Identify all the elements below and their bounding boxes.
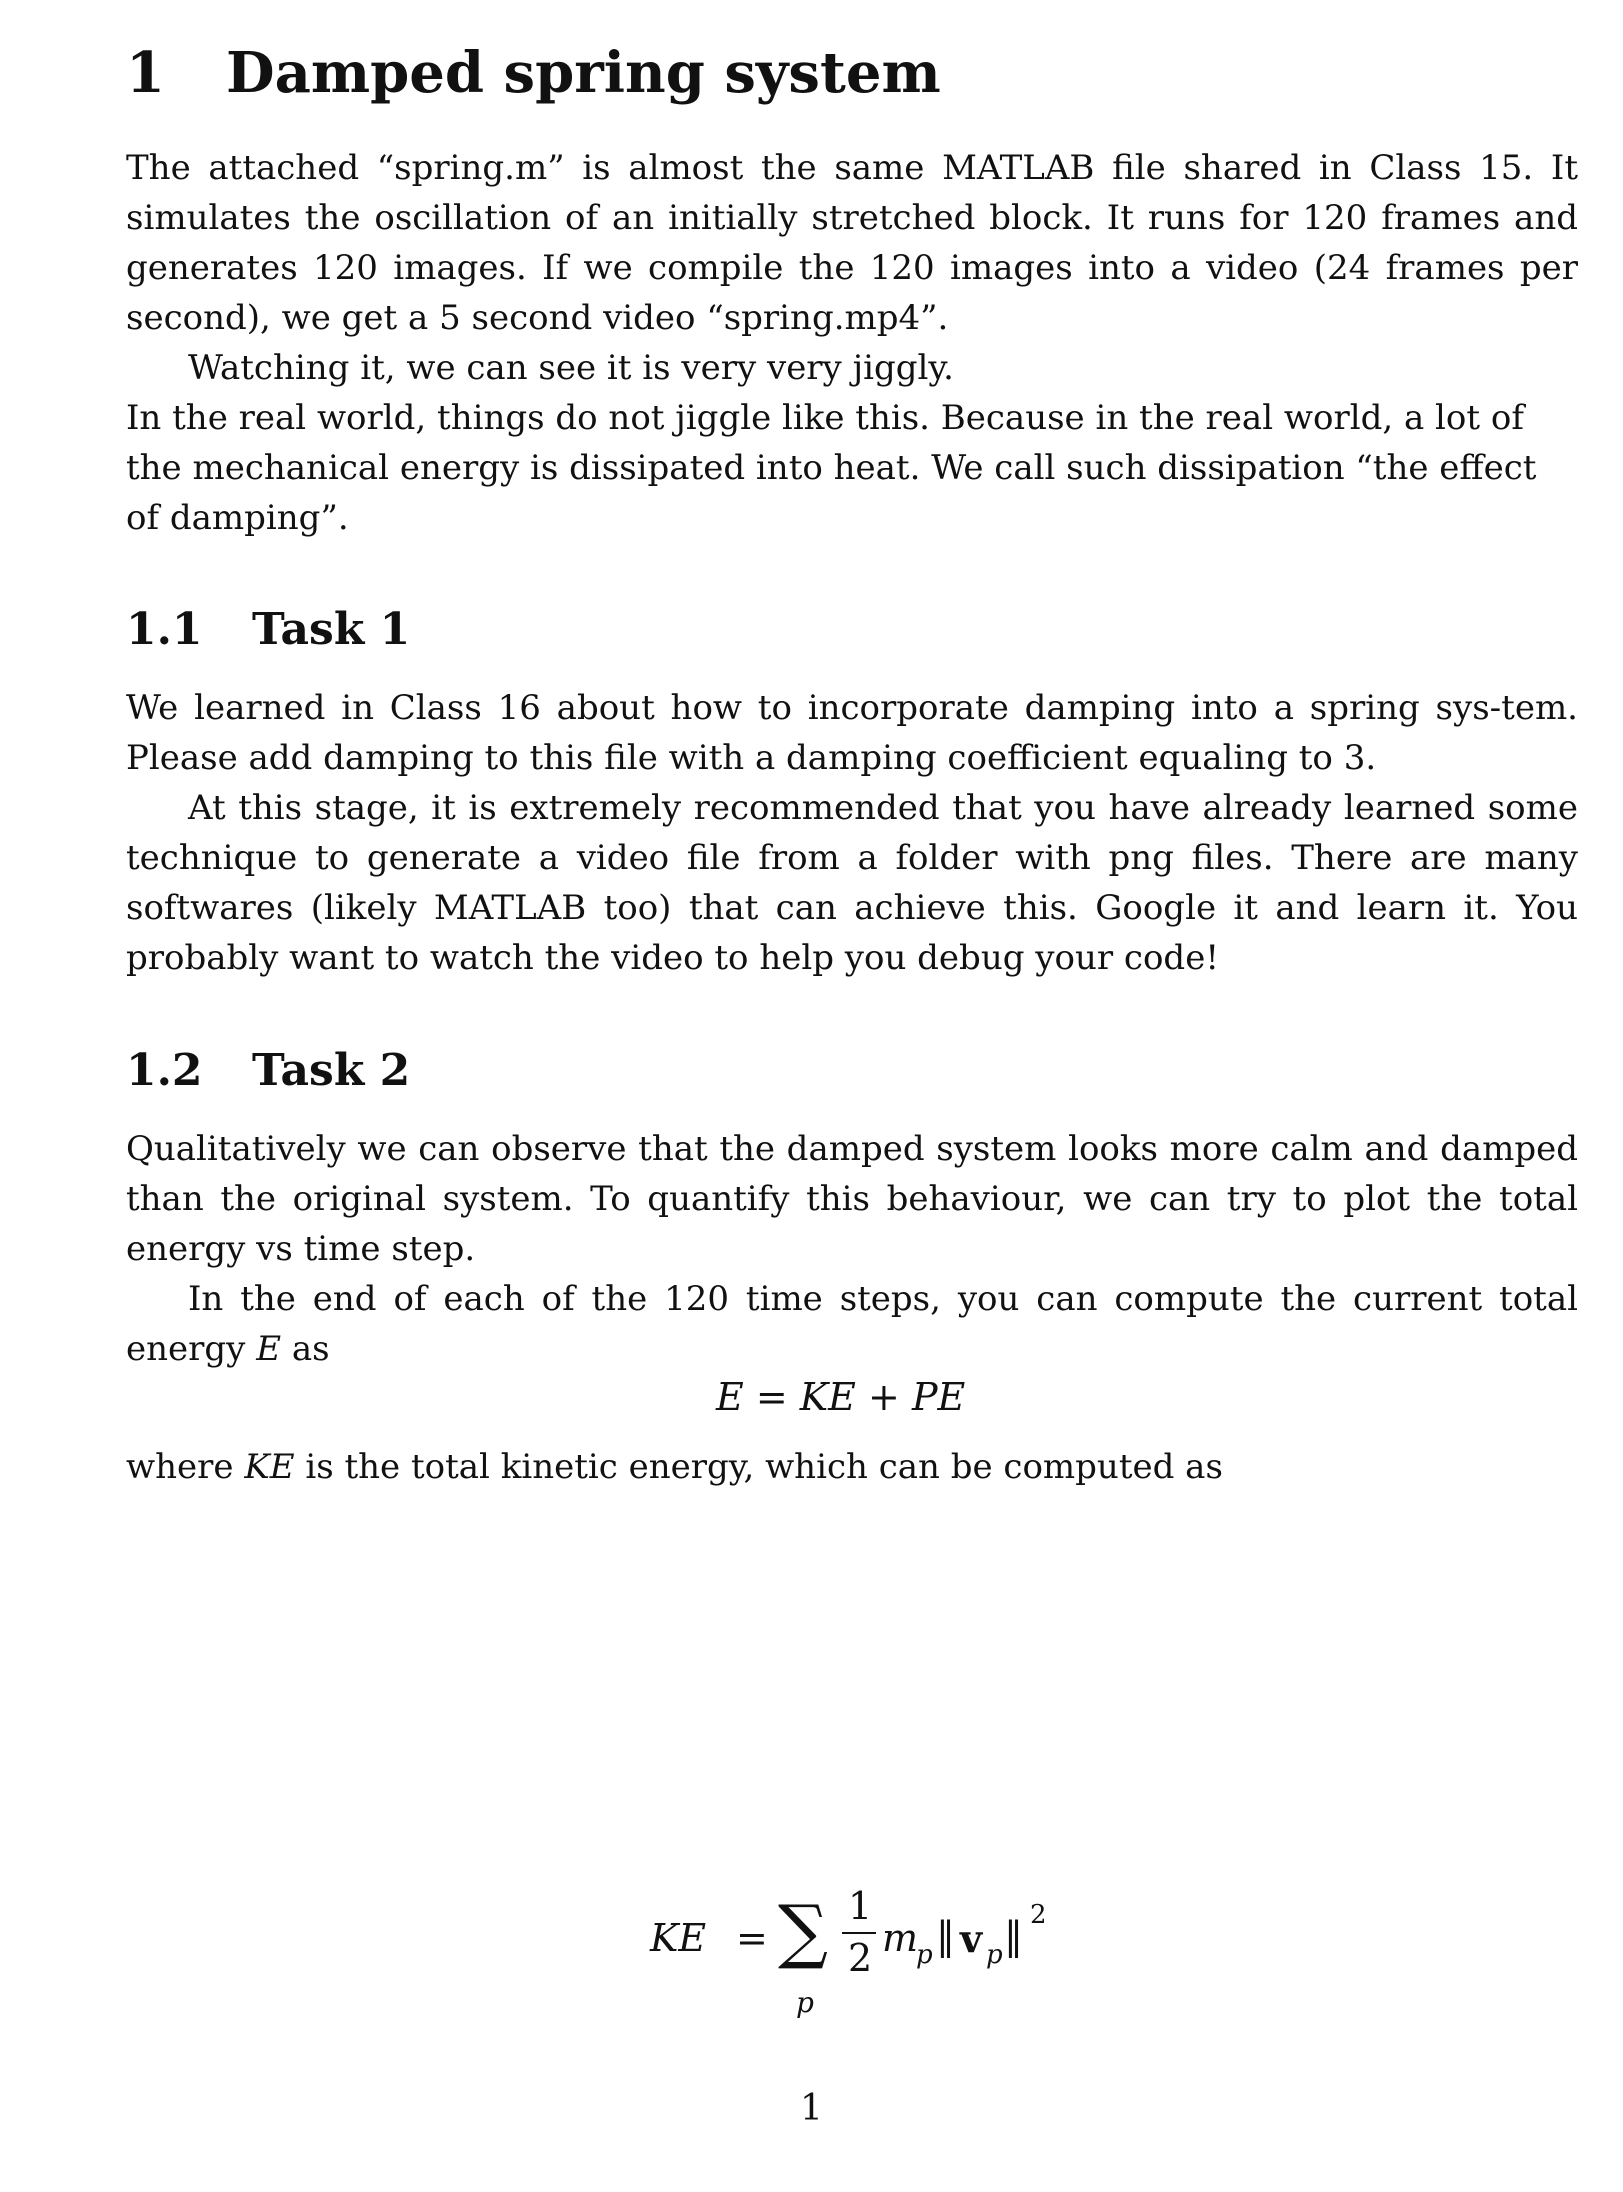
sum-index: p [796,1986,814,2019]
summation-symbol: ∑ [778,1890,828,1972]
eq2-equals: = [736,1916,768,1960]
intro-paragraph-2: Watching it, we can see it is very very jiggly. [188,348,954,388]
task2-paragraph-2 [126,1274,1578,1374]
task2-number: 1.2 [126,1045,203,1096]
eq2-lhs: KE [650,1916,707,1960]
kinetic-energy-equation [650,1860,1070,2030]
task2-title: Task 2 [252,1045,411,1096]
intro-paragraph-1: The attached “spring.m” is almost the same MATLAB file shared in Class 15. It simulates the oscillation of an initially stretched block. It runs for 120 frames and generates 120 images. If we compile the 120 images into a video (24 frames per second), we get a 5 second video “spring.mp4”. [126,148,1578,338]
kinetic-energy-variable: KE [244,1447,295,1487]
power-exponent: 2 [1030,1900,1047,1930]
task1-number: 1.1 [126,604,203,655]
task1-paragraph-1: We learned in Class 16 about how to incorporate damping into a spring sys-tem. Please add damping to this file with a damping coefficient equaling to 3. [126,688,1578,778]
task2-p2-text: In the end of each of the 120 time steps, you can compute the current total energy [126,1279,1578,1369]
eq1-equals: = [755,1375,788,1419]
task2-paragraph-3 [126,1442,1578,1492]
fraction-bar [842,1932,876,1934]
mass-symbol: m [882,1916,919,1960]
section-title-text: Damped spring system [226,40,941,106]
energy-variable: E [256,1329,282,1369]
task1-heading [126,602,410,658]
task2-p2-tail: as [291,1329,330,1369]
fraction-numerator: 1 [848,1884,873,1928]
fraction-denominator: 2 [848,1936,873,1980]
norm-open: ‖ [936,1914,955,1958]
section-heading [126,38,941,108]
velocity-symbol: v [960,1916,983,1961]
task2-p3-a: where [126,1447,234,1487]
task2-heading [126,1043,410,1099]
eq1-term1: KE [799,1375,856,1419]
section-number: 1 [126,40,165,106]
intro-paragraph-3: In the real world, things do not jiggle like this. Because in the real world, a lot of the mechanical energy is dissipated into heat. We call such dissipation “the effect of damping”. [126,398,1537,538]
mass-subscript: p [916,1940,933,1970]
velocity-subscript: p [986,1940,1003,1970]
page-number: 1 [800,2088,823,2129]
task2-paragraph-1: Qualitatively we can observe that the damped system looks more calm and damped than the original system. To quantify this behaviour, we can try to plot the total energy vs time step. [126,1129,1578,1269]
task2-p3-b: is the total kinetic energy, which can be computed as [305,1447,1223,1487]
task1-title: Task 1 [252,604,411,655]
total-energy-equation [716,1372,965,1422]
eq1-term2: PE [911,1375,966,1419]
norm-close: ‖ [1004,1914,1023,1958]
eq1-lhs: E [716,1375,744,1419]
task1-paragraph-2: At this stage, it is extremely recommended that you have already learned some technique to generate a video file from a folder with png files. There are many softwares (likely MATLAB too) that can achieve this. Google it and learn it. You probably want to watch the video to help you debug your code! [126,788,1578,978]
eq1-plus: + [868,1375,900,1419]
